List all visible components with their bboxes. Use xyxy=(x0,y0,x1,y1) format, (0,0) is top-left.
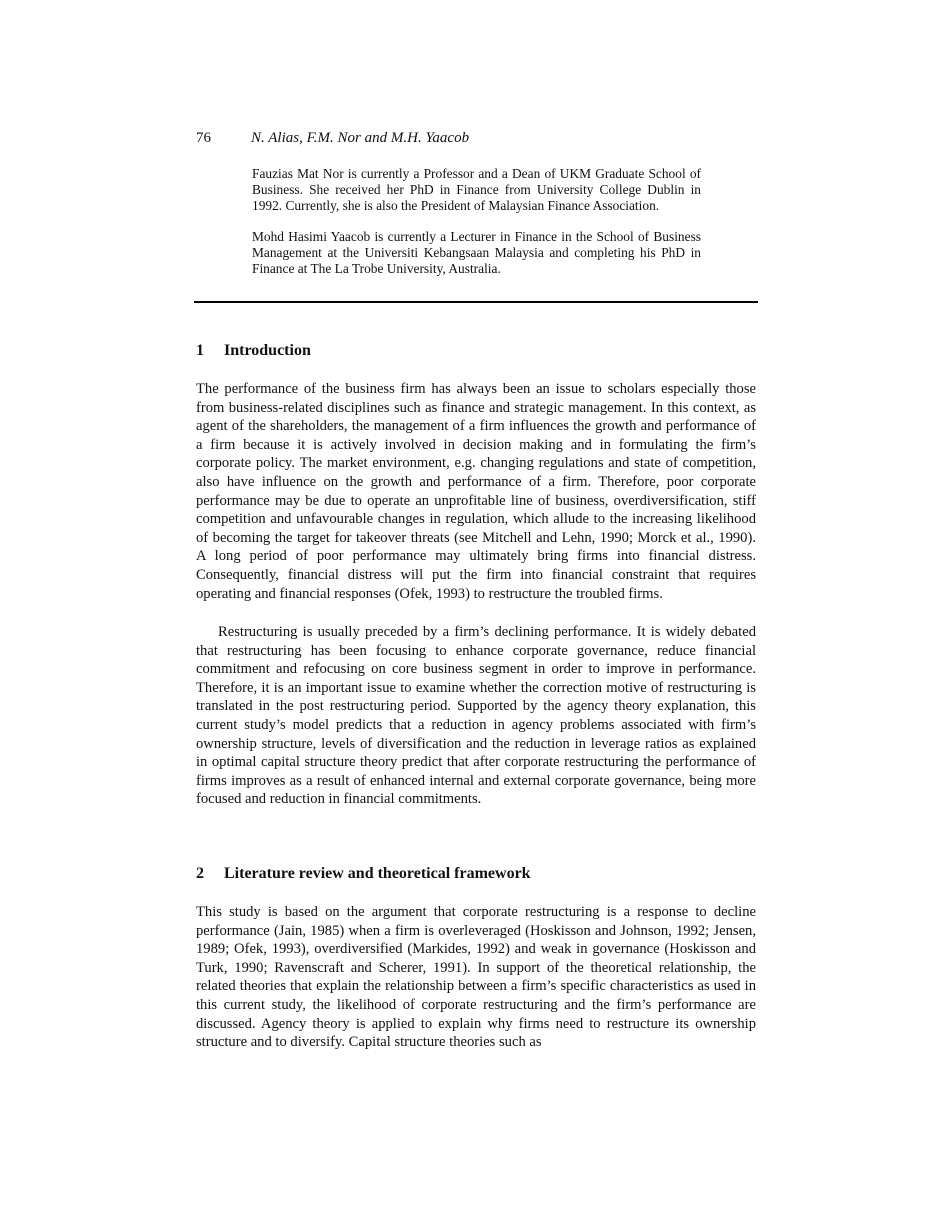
body-paragraph: This study is based on the argument that corporate restructuring is a response to decline performance (Jain, 1985) when a firm is overleveraged (Hoskisson and Johnson, 1992; Jensen, 1989; Ofek, 1993), overdiversified (Markides, 1992) and weak in governance (Hoskisson and Turk, 1990; Ravenscraft and Scherer, 1991). In support of the theoretical relationship, the related theories that explain the relationship between a firm’s specific characteristics as used in this current study, the likelihood of corporate restructuring and the firm’s performance are discussed. Agency theory is applied to explain why firms need to restructure its ownership structure and to diversify. Capital structure theories such as xyxy=(196,904,756,1051)
body-paragraph: The performance of the business firm has always been an issue to scholars especially those from business-related disciplines such as finance and strategic management. In this context, as agent of the shareholders, the management of a firm influences the growth and performance of a firm because it is actively involved in decision making and in formulating the firm’s corporate policy. The market environment, e.g. changing regulations and state of competition, also have influence on the growth and performance of a firm. Therefore, poor corporate performance may be due to operate an unprofitable line of business, overdiversification, stiff competition and unfavourable changes in regulation, which allude to the increasing likelihood of becoming the target for takeover threats (see Mitchell and Lehn, 1990; Morck et al., 1990). A long period of poor performance may ultimately bring firms into financial distress. Consequently, financial distress will put the firm into financial constraint that requires operating and financial responses (Ofek, 1993) to restructure the troubled firms. xyxy=(196,381,756,602)
running-header xyxy=(196,129,469,147)
section-number: 1 xyxy=(196,342,204,359)
page-number: 76 xyxy=(196,130,211,146)
author-bio-yaacob: Mohd Hasimi Yaacob is currently a Lecturer in Finance in the School of Business Management at the Universiti Kebangsaan Malaysia and completing his PhD in Finance at The La Trobe University, Australia. xyxy=(252,229,701,276)
section-title: Literature review and theoretical framework xyxy=(224,865,531,882)
section-heading-introduction xyxy=(196,341,311,361)
section-title: Introduction xyxy=(224,342,311,359)
header-divider xyxy=(194,301,758,303)
section-heading-literature-review xyxy=(196,864,531,884)
author-bio-nor: Fauzias Mat Nor is currently a Professor and a Dean of UKM Graduate School of Business. She received her PhD in Finance from University College Dublin in 1992. Currently, she is also the President of Malaysian Finance Association. xyxy=(252,166,701,213)
running-head-authors: N. Alias, F.M. Nor and M.H. Yaacob xyxy=(251,130,470,146)
body-paragraph: Restructuring is usually preceded by a firm’s declining performance. It is widely debated that restructuring has been focusing to enhance corporate governance, reduce financial commitment and refocusing on core business segment in order to improve in performance. Therefore, it is an important issue to examine whether the correction motive of restructuring is translated in the post restructuring period. Supported by the agency theory explanation, this current study’s model predicts that a reduction in agency problems associated with firm’s ownership structure, levels of diversification and the reduction in leverage ratios as explained in optimal capital structure theory predict that after corporate restructuring the performance of firms improves as a result of enhanced internal and external corporate governance, being more focused and reduction in financial commitments. xyxy=(196,624,756,808)
section-number: 2 xyxy=(196,865,204,882)
